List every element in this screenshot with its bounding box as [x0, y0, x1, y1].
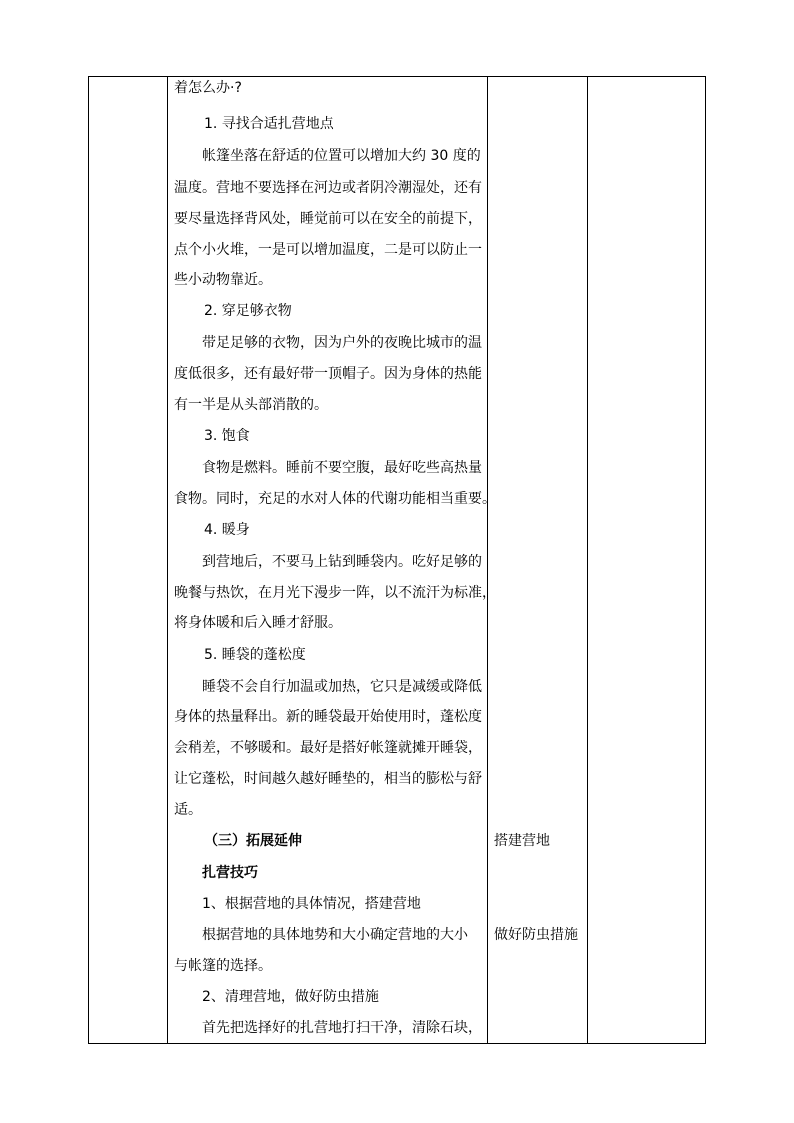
- section-1-line: 点个小火堆，一是可以增加温度，二是可以防止一: [174, 242, 482, 258]
- tip-1-line: 根据营地的具体地势和大小确定营地的大小: [202, 927, 468, 943]
- section-2-line: 带足足够的衣物，因为户外的夜晚比城市的温: [202, 335, 482, 351]
- extension-heading: （三）拓展延伸: [204, 833, 302, 849]
- section-1-line: 些小动物靠近。: [174, 272, 272, 288]
- intro-line: 着怎么办·?: [174, 80, 242, 96]
- section-5-line: 适。: [174, 802, 202, 818]
- table-divider-1: [167, 76, 168, 1044]
- table-border-bottom: [88, 1043, 706, 1044]
- section-4-title: 4. 暖身: [204, 522, 250, 538]
- section-4-line: 晚餐与热饮，在月光下漫步一阵，以不流汗为标准，: [174, 585, 496, 601]
- section-5-title: 5. 睡袋的蓬松度: [204, 647, 306, 663]
- table-divider-2: [487, 76, 488, 1044]
- section-1-title: 1. 寻找合适扎营地点: [204, 116, 334, 132]
- tip-2-title: 2、清理营地，做好防虫措施: [202, 989, 379, 1005]
- table-border-top: [88, 76, 706, 77]
- tip-1-line: 与帐篷的选择。: [174, 958, 272, 974]
- section-5-line: 会稍差，不够暖和。最好是搭好帐篷就摊开睡袋，: [174, 740, 482, 756]
- section-4-line: 到营地后，不要马上钻到睡袋内。吃好足够的: [202, 554, 482, 570]
- section-1-line: 要尽量选择背风处，睡觉前可以在安全的前提下，: [174, 211, 482, 227]
- section-3-line: 食物是燃料。睡前不要空腹，最好吃些高热量: [202, 460, 482, 476]
- section-5-line: 睡袋不会自行加温或加热，它只是减缓或降低: [202, 679, 482, 695]
- tip-1-title: 1、根据营地的具体情况，搭建营地: [202, 896, 421, 912]
- section-2-line: 度低很多，还有最好带一顶帽子。因为身体的热能: [174, 366, 482, 382]
- side-note-build-camp: 搭建营地: [494, 833, 550, 849]
- section-5-line: 让它蓬松，时间越久越好睡垫的，相当的膨松与舒: [174, 771, 482, 787]
- section-2-title: 2. 穿足够衣物: [204, 303, 292, 319]
- section-1-line: 帐篷坐落在舒适的位置可以增加大约 30 度的: [202, 148, 481, 164]
- section-4-line: 将身体暖和后入睡才舒服。: [174, 615, 342, 631]
- tip-2-line: 首先把选择好的扎营地打扫干净，清除石块，: [202, 1020, 482, 1036]
- table-divider-3: [587, 76, 588, 1044]
- section-1-line: 温度。营地不要选择在河边或者阴冷潮湿处，还有: [174, 180, 482, 196]
- section-2-line: 有一半是从头部消散的。: [174, 397, 328, 413]
- camping-tips-heading: 扎营技巧: [202, 865, 258, 881]
- section-3-title: 3. 饱食: [204, 428, 250, 444]
- table-border-right: [705, 76, 706, 1044]
- section-5-line: 身体的热量释出。新的睡袋最开始使用时，蓬松度: [174, 709, 482, 725]
- section-3-line: 食物。同时，充足的水对人体的代谢功能相当重要。: [174, 491, 496, 507]
- table-border-left: [88, 76, 89, 1044]
- side-note-insect-prevention: 做好防虫措施: [494, 927, 578, 943]
